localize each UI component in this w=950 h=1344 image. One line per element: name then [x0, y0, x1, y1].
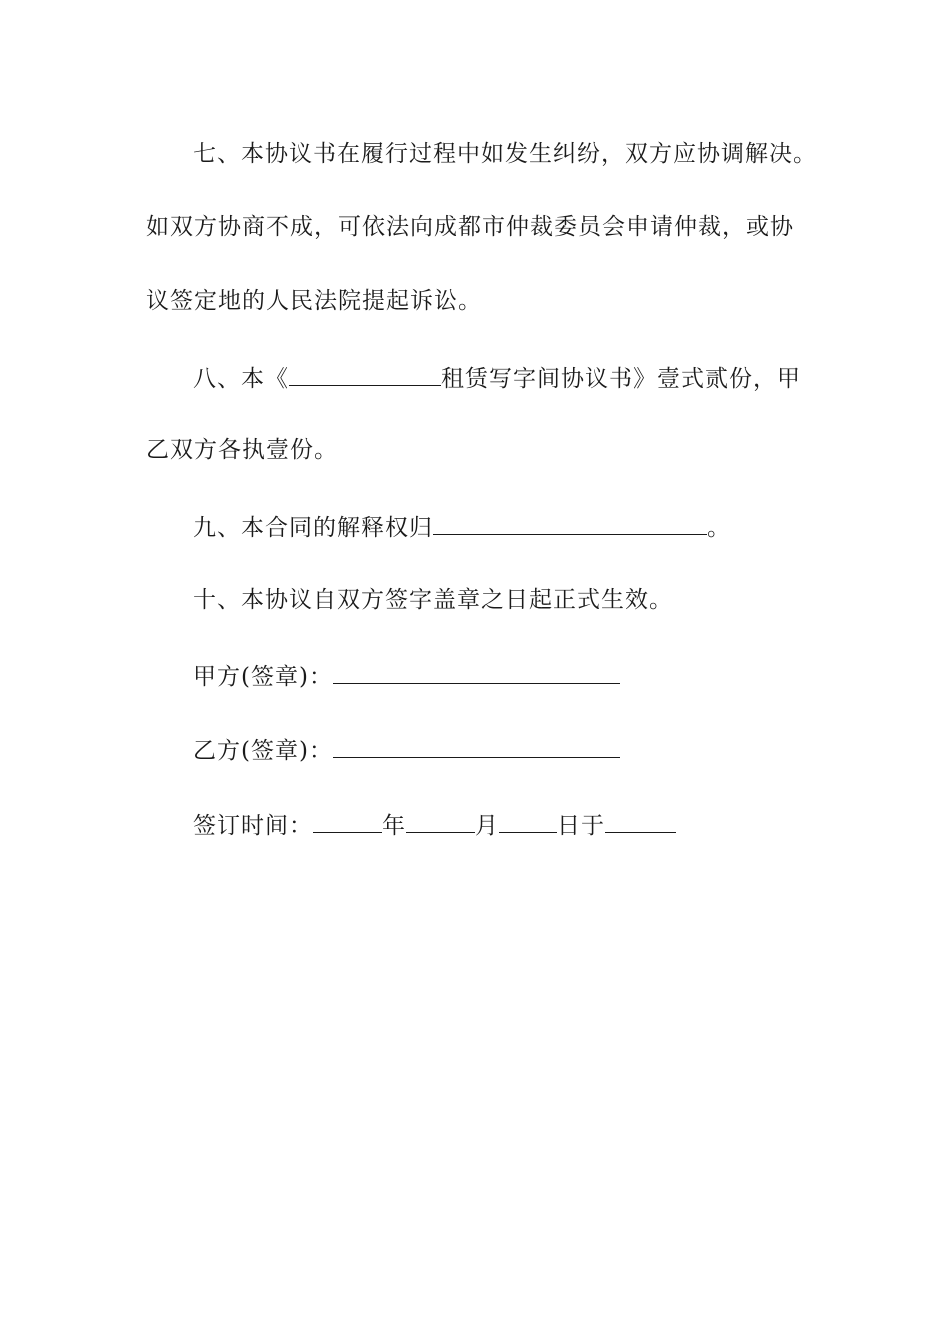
- month-blank[interactable]: [406, 808, 475, 833]
- year-label: 年: [382, 813, 406, 839]
- clause-9-line: [193, 510, 731, 543]
- party-a-signature-line: [193, 659, 620, 692]
- clause-8-line-1: [193, 361, 801, 394]
- location-blank[interactable]: [605, 808, 676, 833]
- year-blank[interactable]: [313, 808, 382, 833]
- signing-date-line: [193, 808, 676, 841]
- clause-7-line-2: 如双方协商不成，可依法向成都市仲裁委员会申请仲裁，或协: [146, 214, 794, 240]
- clause-7-line-3: 议签定地的人民法院提起诉讼。: [146, 288, 482, 314]
- clause-9-prefix: 九、本合同的解释权归: [193, 515, 433, 541]
- clause-8-prefix: 八、本《: [193, 366, 289, 392]
- month-label: 月: [475, 813, 499, 839]
- clause-7-line-1: 七、本协议书在履行过程中如发生纠纷，双方应协调解决。: [193, 141, 817, 167]
- clause-8-line-2: 乙双方各执壹份。: [146, 437, 338, 463]
- clause-10-line: 十、本协议自双方签字盖章之日起正式生效。: [193, 587, 673, 613]
- party-a-label: 甲方(签章)：: [193, 664, 333, 690]
- party-b-label: 乙方(签章)：: [193, 738, 333, 764]
- party-b-signature-line: [193, 733, 620, 766]
- signing-date-label: 签订时间：: [193, 813, 313, 839]
- day-at-label: 日于: [557, 813, 605, 839]
- clause-9-suffix: 。: [707, 515, 731, 541]
- interpretation-right-blank[interactable]: [433, 510, 707, 535]
- party-a-signature-blank[interactable]: [333, 659, 620, 684]
- day-blank[interactable]: [499, 808, 557, 833]
- clause-8-suffix: 租赁写字间协议书》壹式贰份，甲: [441, 366, 801, 392]
- party-b-signature-blank[interactable]: [333, 733, 620, 758]
- agreement-name-blank[interactable]: [289, 361, 441, 386]
